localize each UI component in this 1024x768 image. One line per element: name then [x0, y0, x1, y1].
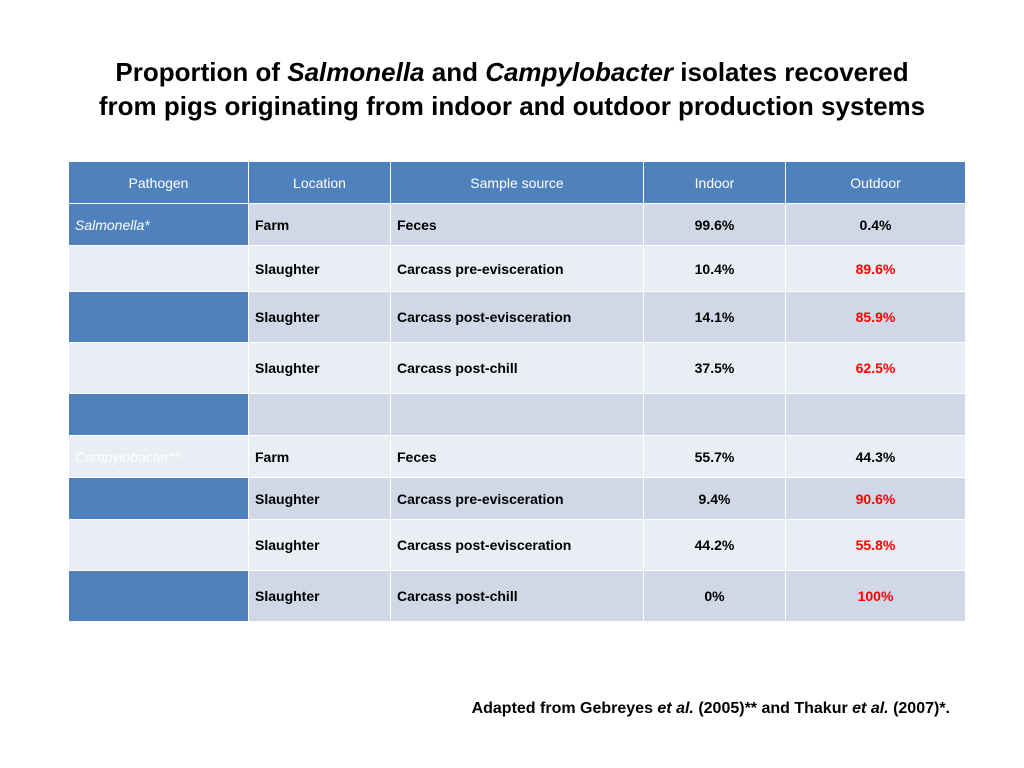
table-row: [69, 343, 966, 394]
slide-title: [0, 55, 1024, 123]
indoor-cell: 44.2%: [644, 520, 786, 571]
sample-source-cell: Carcass post-chill: [391, 343, 644, 394]
location-cell: Slaughter: [249, 343, 391, 394]
outdoor-cell: 0.4%: [786, 204, 966, 246]
citation-text: (2007)*.: [888, 700, 950, 717]
sample-source-cell: Carcass post-chill: [391, 571, 644, 622]
location-cell: Slaughter: [249, 478, 391, 520]
table-row: [69, 292, 966, 343]
pathogen-cell: Campylobacter**: [69, 436, 249, 478]
location-cell: [249, 394, 391, 436]
location-cell: Slaughter: [249, 246, 391, 292]
outdoor-cell: 100%: [786, 571, 966, 622]
sample-source-cell: Carcass post-evisceration: [391, 520, 644, 571]
indoor-cell: 10.4%: [644, 246, 786, 292]
table-row: [69, 246, 966, 292]
table-row-empty: [69, 394, 966, 436]
sample-source-cell: Carcass post-evisceration: [391, 292, 644, 343]
sample-source-cell: Feces: [391, 204, 644, 246]
citation-et-al: et al.: [657, 700, 694, 717]
column-header-pathogen: Pathogen: [69, 162, 249, 204]
table-row: [69, 204, 966, 246]
title-text: and: [424, 57, 486, 87]
column-header-location: Location: [249, 162, 391, 204]
sample-source-cell: Carcass pre-evisceration: [391, 246, 644, 292]
outdoor-cell: 85.9%: [786, 292, 966, 343]
title-text: isolates recovered: [673, 57, 909, 87]
column-header-indoor: Indoor: [644, 162, 786, 204]
outdoor-cell: 90.6%: [786, 478, 966, 520]
title-salmonella: Salmonella: [287, 57, 425, 87]
location-cell: Farm: [249, 204, 391, 246]
title-text: Proportion of: [115, 57, 288, 87]
isolates-table: [68, 161, 966, 622]
table-row: [69, 478, 966, 520]
location-cell: Slaughter: [249, 520, 391, 571]
pathogen-cell: [69, 246, 249, 292]
indoor-cell: 9.4%: [644, 478, 786, 520]
pathogen-cell: [69, 520, 249, 571]
pathogen-cell: [69, 478, 249, 520]
indoor-cell: [644, 394, 786, 436]
citation-text: (2005)** and Thakur: [693, 700, 853, 717]
location-cell: Slaughter: [249, 292, 391, 343]
title-campylobacter: Campylobacter: [485, 57, 674, 87]
indoor-cell: 0%: [644, 571, 786, 622]
column-header-outdoor: Outdoor: [786, 162, 966, 204]
title-line-2: from pigs originating from indoor and outdoor production systems: [98, 91, 926, 121]
pathogen-cell: [69, 571, 249, 622]
sample-source-cell: Feces: [391, 436, 644, 478]
outdoor-cell: 55.8%: [786, 520, 966, 571]
indoor-cell: 55.7%: [644, 436, 786, 478]
title-line-1: [0, 55, 1024, 89]
sample-source-cell: [391, 394, 644, 436]
header-row: [69, 162, 966, 204]
pathogen-cell: [69, 343, 249, 394]
location-cell: Slaughter: [249, 571, 391, 622]
citation: [472, 700, 950, 718]
location-cell: Farm: [249, 436, 391, 478]
table-row: [69, 571, 966, 622]
indoor-cell: 37.5%: [644, 343, 786, 394]
outdoor-cell: 89.6%: [786, 246, 966, 292]
table-row: [69, 436, 966, 478]
outdoor-cell: 62.5%: [786, 343, 966, 394]
pathogen-cell: [69, 394, 249, 436]
column-header-sample-source: Sample source: [391, 162, 644, 204]
pathogen-cell: [69, 292, 249, 343]
citation-text: Adapted from Gebreyes: [471, 700, 658, 717]
citation-et-al: et al.: [852, 700, 889, 717]
indoor-cell: 14.1%: [644, 292, 786, 343]
table-row: [69, 520, 966, 571]
outdoor-cell: 44.3%: [786, 436, 966, 478]
indoor-cell: 99.6%: [644, 204, 786, 246]
sample-source-cell: Carcass pre-evisceration: [391, 478, 644, 520]
outdoor-cell: [786, 394, 966, 436]
pathogen-cell: Salmonella*: [69, 204, 249, 246]
